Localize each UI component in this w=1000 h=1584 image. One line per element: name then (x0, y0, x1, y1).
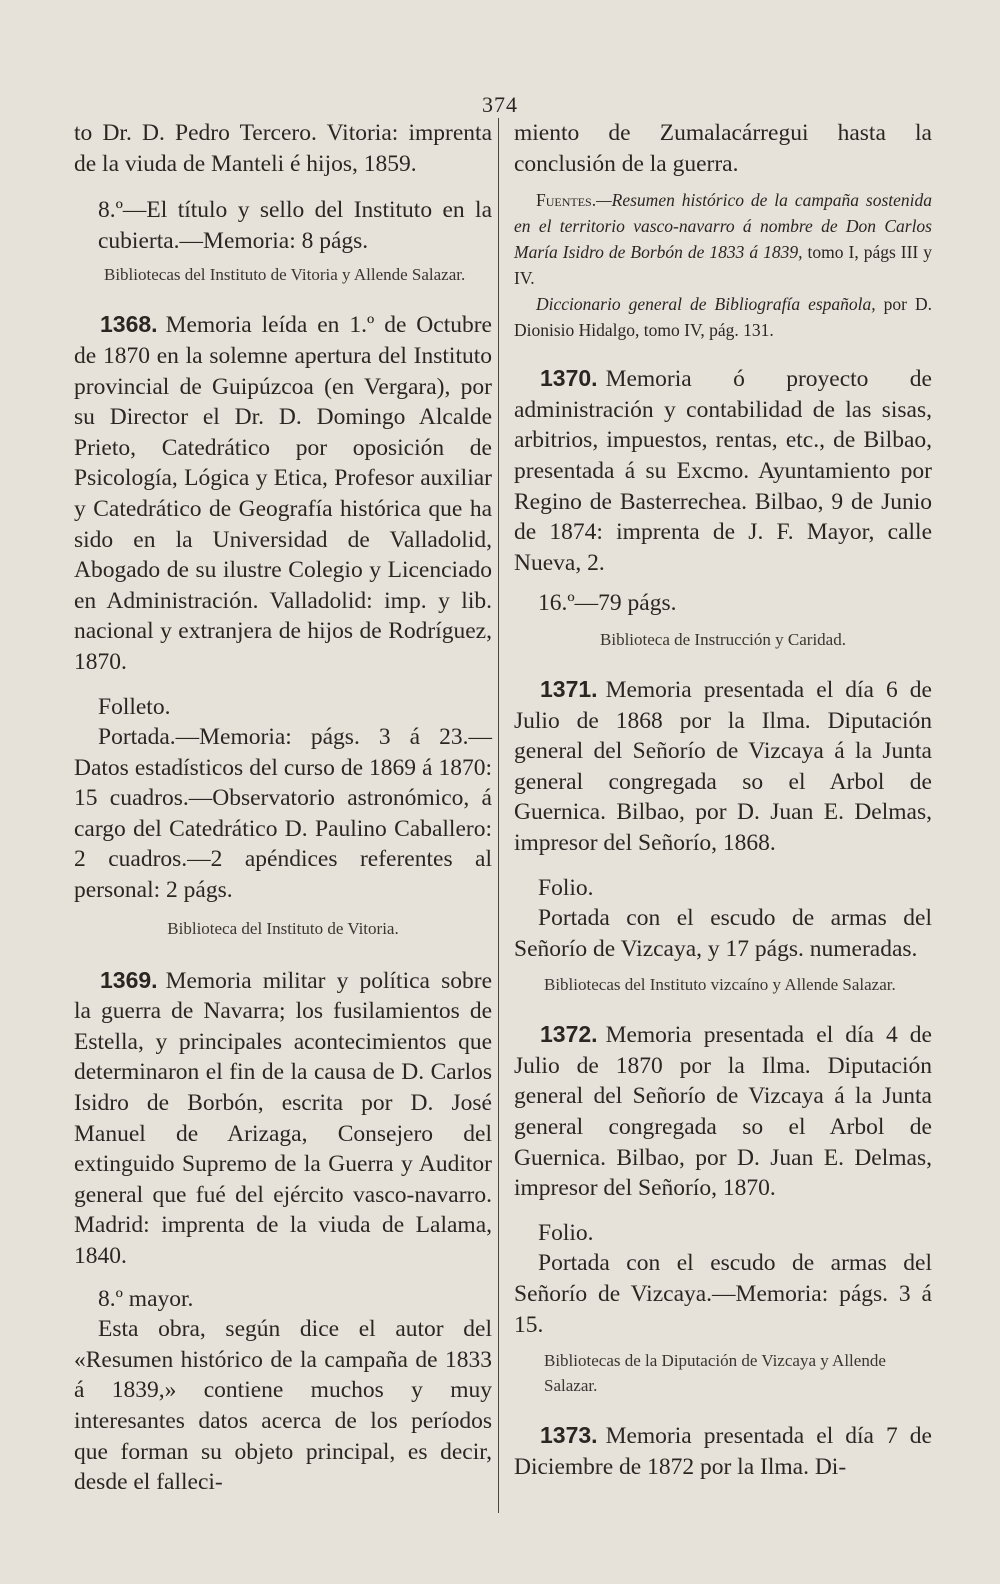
entry-1371 (514, 674, 932, 997)
entry-title: Memoria presentada el día 7 de Diciembre de 1872 por la Ilma. Di- (514, 1423, 932, 1480)
entry-number: 1371. (540, 675, 598, 702)
source-detail: tomo I, págs III y IV. (514, 242, 932, 289)
entry-number: 1373. (540, 1422, 598, 1449)
right-column (514, 118, 932, 1482)
entry-format: Folio. (538, 874, 594, 901)
entry-number: 1372. (540, 1021, 598, 1048)
continued-entry-text: to Dr. D. Pedro Tercero. Vitoria: imprenta de la viuda de Manteli é hijos, 1859. (74, 120, 492, 177)
entry-description: Portada con el escudo de armas del Señorío de Vizcaya, y 17 págs. numeradas. (514, 905, 932, 962)
entry-1373 (514, 1420, 932, 1482)
library-holdings: Biblioteca del Instituto de Vitoria. (167, 918, 399, 938)
left-column (74, 118, 492, 1498)
entry-title: Memoria presentada el día 4 de Julio de 1870 por la Ilma. Diputación general del Señorío de Vizcaya á la Junta general congregada so el Arbol de Guernica. Bilbao, por D. Juan E. Delmas, impresor del Señorío, 1870. (514, 1022, 932, 1202)
column-divider (498, 118, 499, 1513)
entry-title: Memoria presentada el día 6 de Julio de 1868 por la Ilma. Diputación general del Señorío de Vizcaya á la Junta general congregada so el Arbol de Guernica. Bilbao, por D. Juan E. Delmas, impresor del Señorío, 1868. (514, 676, 932, 856)
library-holdings: Bibliotecas del Instituto vizcaíno y Allende Salazar. (544, 975, 896, 995)
entry-title: Memoria militar y política sobre la guerra de Navarra; los fusilamientos de Estella, y principales acontecimientos que determinaron el fin de la causa de D. Carlos Isidro de Borbón, escrita por D. José Manuel de Arizaga, Consejero del extinguido Supremo de la Guerra y Auditor general que fué del ejército vasco-navarro. Madrid: imprenta de la viuda de Lalama, 1840. (74, 967, 492, 1269)
entry-description: Esta obra, según dice el autor del «Resumen histórico de la campaña de 1833 á 1839,» contiene muchos y muy interesantes datos acerca de los períodos que forman su objeto principal, es decir, desde el falleci- (74, 1316, 492, 1496)
source-title: —Resumen histórico de la campaña sostenida en el territorio vasco-navarro á nombre de Don Carlos María Isidro de Borbón de 1833 á 1839, (514, 190, 932, 263)
entry-format: 16.º—79 págs. (538, 590, 677, 617)
continued-entry-text: miento de Zumalacárregui hasta la conclusión de la guerra. (514, 120, 932, 177)
entry-format: Folio. (538, 1219, 594, 1246)
entry-1372 (514, 1019, 932, 1398)
library-holdings: Bibliotecas del Instituto de Vitoria y Allende Salazar. (104, 265, 466, 285)
entry-description: Portada con el escudo de armas del Señorío de Vizcaya.—Memoria: págs. 3 á 15. (514, 1250, 932, 1338)
entry-number: 1369. (100, 966, 158, 993)
entry-1369 (74, 965, 492, 1498)
page-number: 374 (482, 92, 518, 117)
entry-number: 1368. (100, 311, 158, 338)
source-detail: por D. Dionisio Hidalgo, tomo IV, pág. 131. (514, 294, 933, 341)
entry-number: 1370. (540, 365, 598, 392)
sources-note (514, 187, 932, 291)
entry-description: Portada.—Memoria: págs. 3 á 23.—Datos estadísticos del curso de 1869 á 1870: 15 cuadros.—Observatorio astronómico, á cargo del Catedrático D. Paulino Caballero: 2 cuadros.—2 apéndices referentes al personal: 2 págs. (74, 724, 492, 904)
source-title: Diccionario general de Bibliografía española, (536, 294, 876, 315)
library-holdings: Biblioteca de Instrucción y Caridad. (600, 629, 846, 649)
sources-note (514, 291, 932, 343)
entry-format: Folleto. (98, 693, 171, 720)
entry-format: 8.º mayor. (98, 1285, 194, 1312)
entry-1370 (514, 363, 932, 652)
sources-label: Fuentes. (536, 190, 597, 211)
entry-format: 8.º—El título y sello del Instituto en la cubierta.—Memoria: 8 págs. (98, 197, 492, 254)
entry-title: Memoria ó proyecto de administración y contabilidad de las sisas, arbitrios, impuestos, rentas, etc., de Bilbao, presentada á su Excmo. Ayuntamiento por Regino de Basterrechea. Bilbao, 9 de Junio de 1874: imprenta de J. F. Mayor, calle Nueva, 2. (514, 366, 932, 576)
library-holdings: Bibliotecas de la Diputación de Vizcaya y Allende Salazar. (544, 1351, 886, 1396)
entry-1368 (74, 309, 492, 940)
entry-title: Memoria leída en 1.º de Octubre de 1870 en la solemne apertura del Instituto provincial de Guipúzcoa (en Vergara), por su Director el Dr. D. Domingo Alcalde Prieto, Catedrático por oposición de Psicología, Lógica y Etica, Profesor auxiliar y Catedrático de Geografía histórica que ha sido en la Universidad de Valladolid, Abogado de su ilustre Colegio y Licenciado en Administración. Valladolid: imp. y lib. nacional y extranjera de hijos de Rodríguez, 1870. (74, 312, 492, 675)
